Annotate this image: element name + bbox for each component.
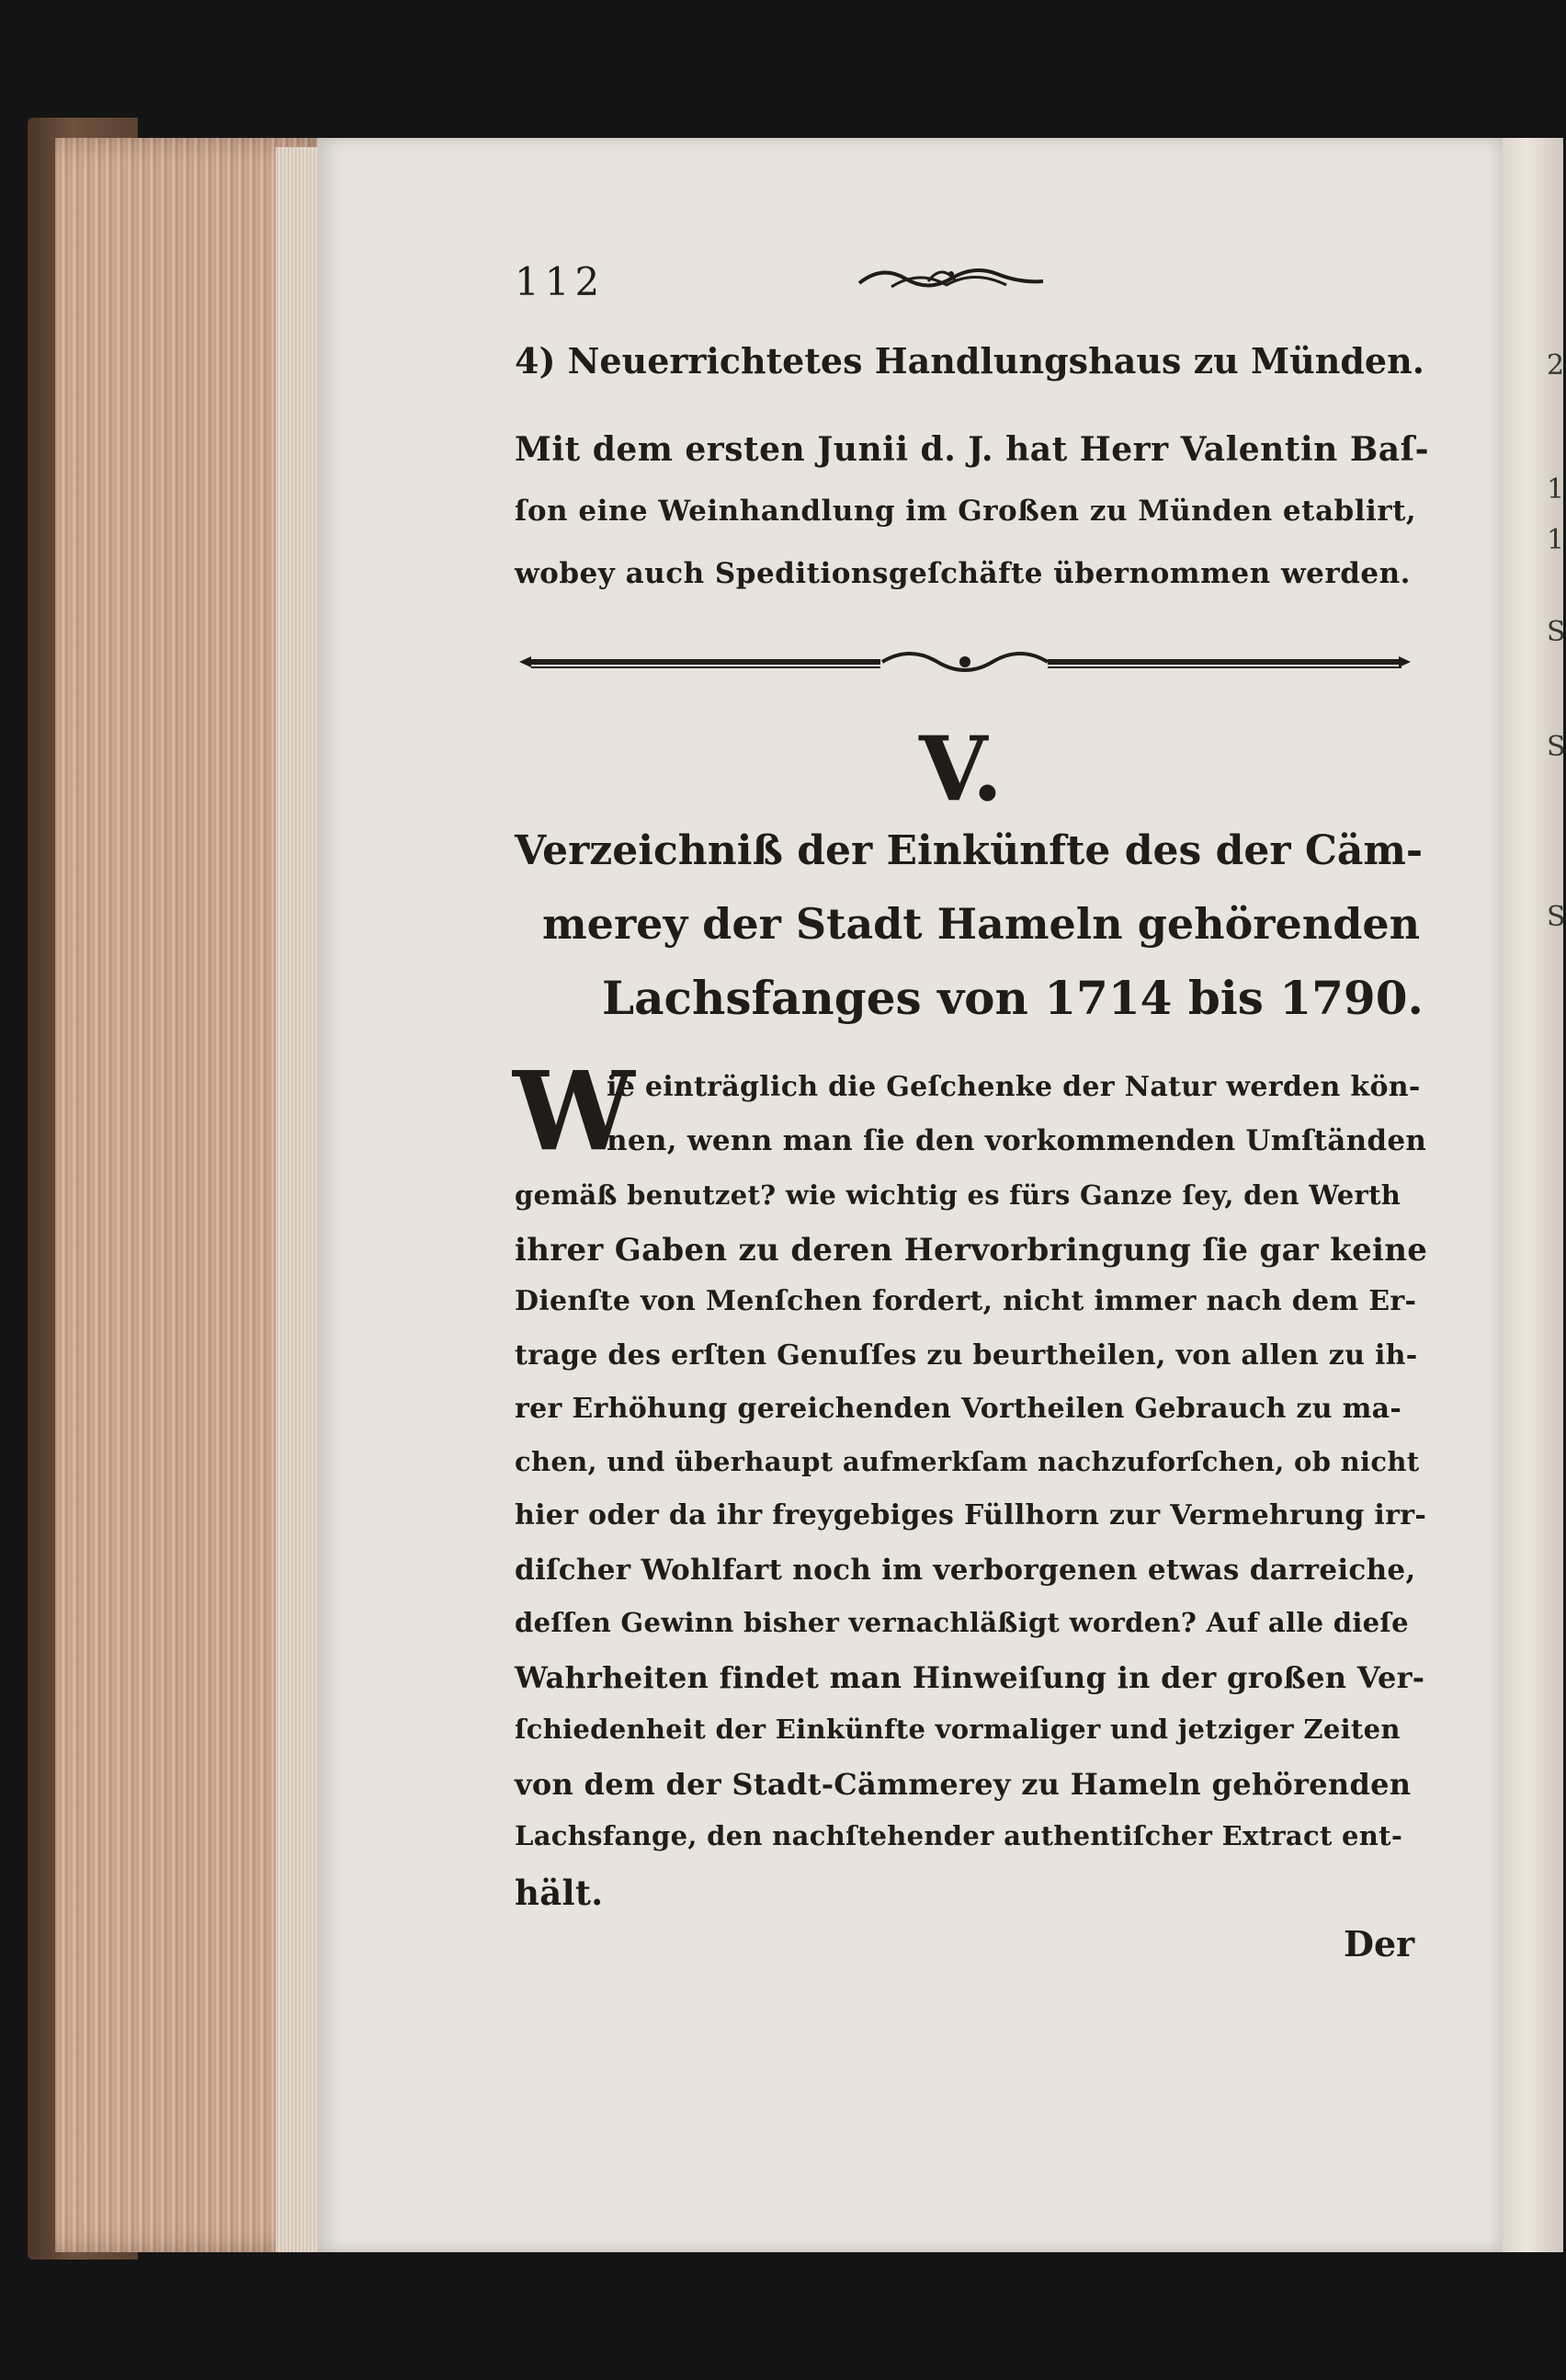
facing-page-char: 1 [1547,473,1565,506]
body-line: ihrer Gaben zu deren Hervorbringung ſie gar keine [515,1232,1428,1269]
facing-page-char: 2 [1547,349,1565,381]
body-line: trage des erſten Genuſſes zu beurtheilen, von allen zu ih- [515,1339,1418,1372]
body-line: ie einträglich die Geſchenke der Natur werden kön- [607,1071,1421,1103]
chapter-title-line: Lachsfanges von 1714 bis 1790. [602,971,1424,1025]
body-line: nen, wenn man ſie den vorkommenden Umſtänden [607,1124,1427,1157]
paragraph-line: ſon eine Weinhandlung im Großen zu Münden etablirt, [515,495,1417,528]
body-line: gemäß benutzet? wie wichtig es fürs Ganze ſey, den Werth [515,1179,1401,1211]
facing-page-char: S [1547,731,1566,763]
chapter-number: V. [919,717,1004,821]
ornament-icon [855,256,1048,302]
body-line: chen, und überhaupt aufmerkſam nachzuforſchen, ob nicht [515,1446,1420,1477]
page-stack-inner [276,147,317,2252]
body-line: ſchiedenheit der Einkünfte vormaliger und jetziger Zeiten [515,1714,1401,1745]
chapter-title-line: Verzeichniß der Einkünfte des der Cäm- [515,827,1424,874]
facing-page-char: 1 [1547,524,1565,556]
body-line: hält. [515,1873,604,1913]
body-line: rer Erhöhung gereichenden Vortheilen Gebrauch zu ma- [515,1393,1402,1425]
page-number: 112 [515,259,606,304]
catchword: Der [1344,1923,1415,1964]
body-line: Dienſte von Menſchen fordert, nicht immer nach dem Er- [515,1285,1417,1317]
paragraph-line: wobey auch Speditionsgeſchäfte übernommen werden. [515,557,1411,590]
facing-page-char: S [1547,901,1566,933]
body-line: diſcher Wohlfart noch im verborgenen etwas darreiche, [515,1554,1416,1587]
ornamental-rule [515,643,1415,680]
body-line: Wahrheiten findet man Hinweiſung in der großen Ver- [515,1660,1425,1695]
body-line: von dem der Stadt-Cämmerey zu Hameln gehörenden [515,1767,1412,1802]
section-heading: 4) Neuerrichtetes Handlungshaus zu Münden. [515,340,1424,381]
facing-page-edge [1503,138,1566,2252]
facing-page-char: S [1547,616,1566,648]
drop-cap: W [513,1047,635,1175]
body-line: deſſen Gewinn bisher vernachläßigt worden? Auf alle dieſe [515,1607,1409,1638]
chapter-title-line: merey der Stadt Hameln gehörenden [542,899,1421,949]
paragraph-line: Mit dem ersten Junii d. J. hat Herr Valentin Baſ- [515,430,1430,469]
body-line: Lachsfange, den nachſtehender authentiſcher Extract ent- [515,1820,1403,1851]
body-line: hier oder da ihr freygebiges Füllhorn zur Vermehrung irr- [515,1499,1427,1532]
